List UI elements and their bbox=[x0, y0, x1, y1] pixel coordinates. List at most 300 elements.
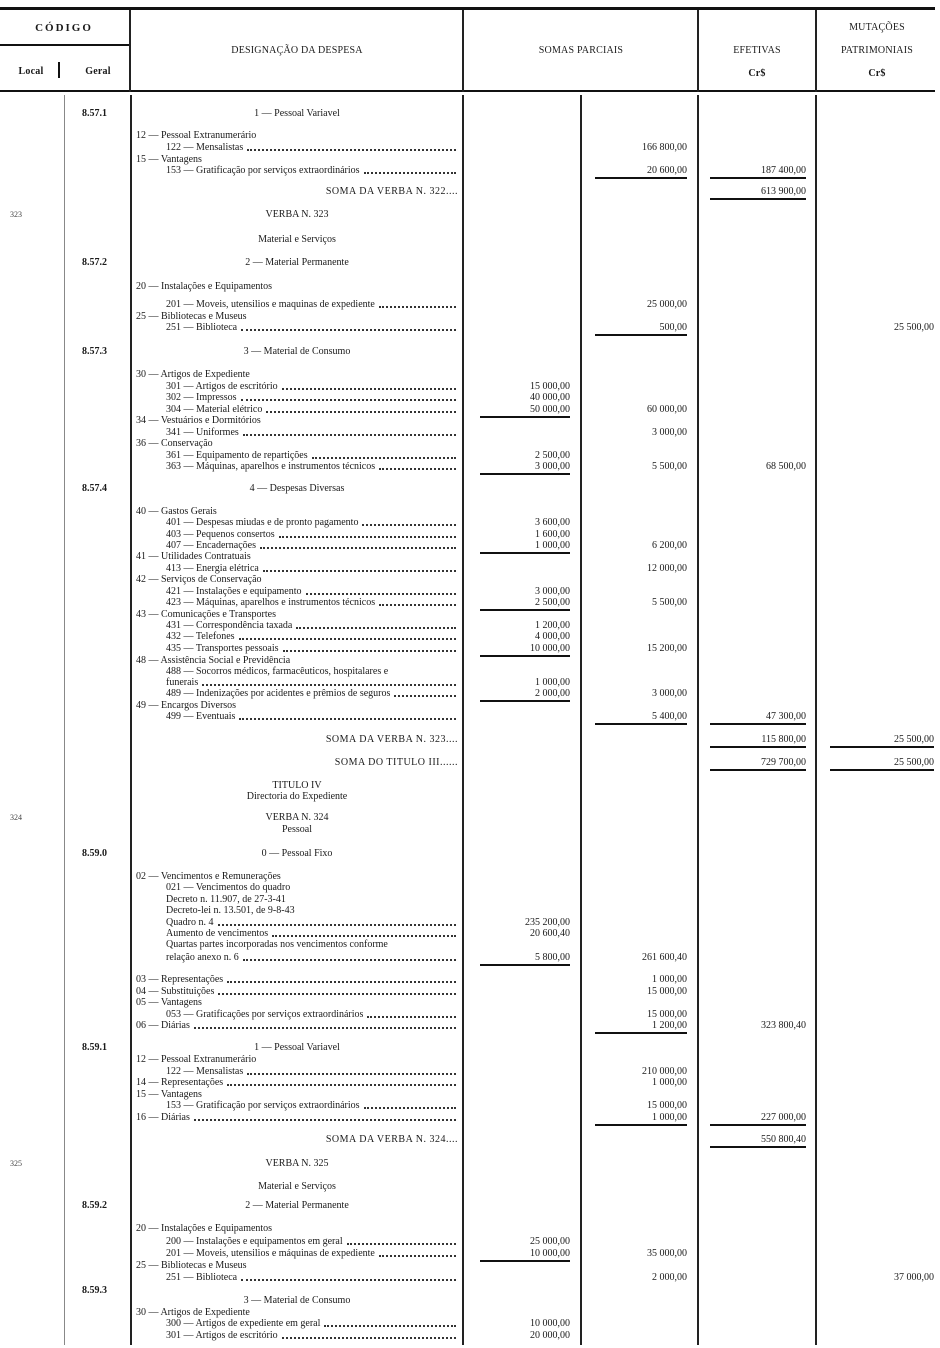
expense-label: 12 — Pessoal Extranumerário bbox=[136, 1054, 257, 1065]
expense-label: 12 — Pessoal Extranumerário bbox=[136, 130, 257, 141]
dot-leader bbox=[243, 952, 456, 961]
table-row bbox=[0, 1330, 940, 1342]
partial-sum-1: 40 000,00 bbox=[530, 392, 570, 403]
expense-label: 251 — Biblioteca bbox=[166, 322, 238, 333]
classification-code: 8.59.3 bbox=[82, 1285, 107, 1296]
table-row bbox=[0, 597, 940, 609]
table-row bbox=[0, 631, 940, 643]
expense-designation bbox=[136, 1200, 458, 1212]
dot-leader bbox=[266, 404, 456, 413]
partial-sum-2: 1 000,00 bbox=[595, 1112, 687, 1126]
expense-label: 3 — Material de Consumo bbox=[243, 1295, 351, 1306]
expense-designation bbox=[136, 905, 458, 917]
expense-label: 403 — Pequenos consertos bbox=[166, 529, 275, 540]
expense-label: 361 — Equipamento de repartições bbox=[166, 450, 308, 461]
partial-sum-2: 15 200,00 bbox=[647, 643, 687, 654]
expense-label: 122 — Mensalistas bbox=[166, 1066, 244, 1077]
expense-designation bbox=[136, 281, 458, 293]
column-rule-designacao bbox=[462, 10, 464, 92]
expense-designation bbox=[136, 791, 458, 803]
sum-row bbox=[0, 757, 940, 769]
somas-parciais-header: SOMAS PARCIAIS bbox=[538, 45, 624, 56]
partial-sum-1: 235 200,00 bbox=[525, 917, 570, 928]
dot-leader bbox=[282, 381, 456, 390]
section-heading-row bbox=[0, 257, 940, 269]
mutacoes-value: 37 000,00 bbox=[894, 1272, 934, 1283]
section-heading-row bbox=[0, 812, 940, 824]
section-heading-row bbox=[0, 1042, 940, 1054]
section-heading-row bbox=[0, 848, 940, 860]
expense-designation bbox=[136, 438, 458, 450]
expense-label: 301 — Artigos de escritório bbox=[166, 381, 278, 392]
classification-code: 8.57.3 bbox=[82, 346, 107, 357]
expense-label: Material e Serviços bbox=[258, 1181, 336, 1192]
expense-designation bbox=[136, 848, 458, 860]
mutacoes-value: 25 500,00 bbox=[894, 322, 934, 333]
partial-sum-1: 20 000,00 bbox=[530, 1330, 570, 1341]
expense-label: 363 — Máquinas, aparelhos e instrumentos técnicos bbox=[166, 461, 376, 472]
expense-label: TITULO IV bbox=[272, 780, 322, 791]
section-heading-row bbox=[0, 791, 940, 803]
expense-designation bbox=[136, 142, 458, 154]
expense-designation bbox=[136, 1100, 458, 1112]
expense-designation bbox=[136, 1112, 458, 1124]
section-heading-row bbox=[0, 1200, 940, 1212]
expense-label: 341 — Uniformes bbox=[166, 427, 239, 438]
expense-designation bbox=[136, 369, 458, 381]
partial-sum-2: 210 000,00 bbox=[642, 1066, 687, 1077]
partial-sum-2: 500,00 bbox=[595, 322, 687, 336]
expense-label: 200 — Instalações e equipamentos em geral bbox=[166, 1236, 343, 1247]
expense-designation bbox=[136, 997, 458, 1009]
header-bottom-rule bbox=[0, 90, 935, 92]
partial-sum-1: 15 000,00 bbox=[530, 381, 570, 392]
mutacoes-unit: Cr$ bbox=[868, 68, 886, 79]
expense-label: 201 — Moveis, utensilios e maquinas de expediente bbox=[166, 299, 375, 310]
expense-label: 20 — Instalações e Equipamentos bbox=[136, 1223, 273, 1234]
partial-sum-2: 5 500,00 bbox=[652, 461, 687, 472]
partial-sum-2: 5 400,00 bbox=[595, 711, 687, 725]
dot-leader bbox=[379, 461, 456, 470]
expense-designation bbox=[136, 1181, 458, 1193]
expense-label: 36 — Conservação bbox=[136, 438, 213, 449]
expense-label: Decreto-lei n. 13.501, de 9-8-43 bbox=[166, 905, 295, 916]
partial-sum-2: 1 000,00 bbox=[652, 1077, 687, 1088]
efetivas-value: 729 700,00 bbox=[710, 757, 806, 771]
top-rule bbox=[0, 7, 935, 10]
table-row bbox=[0, 882, 940, 894]
expense-label: 02 — Vencimentos e Remunerações bbox=[136, 871, 281, 882]
table-row bbox=[0, 1223, 940, 1235]
expense-designation bbox=[136, 415, 458, 427]
table-row bbox=[0, 1318, 940, 1330]
expense-designation bbox=[136, 1330, 458, 1342]
expense-label: 15 — Vantagens bbox=[136, 1089, 202, 1100]
efetivas-value: 613 900,00 bbox=[710, 186, 806, 200]
expense-label: Directoria do Expediente bbox=[246, 791, 348, 802]
table-row bbox=[0, 643, 940, 655]
table-row bbox=[0, 322, 940, 334]
mutacoes-value: 25 500,00 bbox=[830, 734, 934, 748]
expense-label: 201 — Moveis, utensilios e máquinas de expediente bbox=[166, 1248, 375, 1259]
dot-leader bbox=[247, 1066, 456, 1075]
dot-leader bbox=[282, 1330, 456, 1339]
partial-sum-1: 10 000,00 bbox=[480, 643, 570, 657]
dot-leader bbox=[227, 1077, 456, 1086]
dot-leader bbox=[239, 631, 456, 640]
table-row bbox=[0, 369, 940, 381]
expense-label: 413 — Energia elétrica bbox=[166, 563, 259, 574]
partial-sum-1: 2 000,00 bbox=[480, 688, 570, 702]
section-heading-row bbox=[0, 1285, 940, 1307]
partial-sum-2: 15 000,00 bbox=[647, 986, 687, 997]
dot-leader bbox=[347, 1236, 456, 1245]
section-heading-row bbox=[0, 483, 940, 495]
dot-leader bbox=[241, 1272, 456, 1281]
expense-label: 40 — Gastos Gerais bbox=[136, 506, 217, 517]
partial-sum-1: 2 500,00 bbox=[535, 450, 570, 461]
efetivas-value: 68 500,00 bbox=[766, 461, 806, 472]
dot-leader bbox=[279, 529, 456, 538]
expense-label: 05 — Vantagens bbox=[136, 997, 202, 1008]
partial-sum-1: 4 000,00 bbox=[535, 631, 570, 642]
expense-label: 304 — Material elétrico bbox=[166, 404, 263, 415]
local-header: Local bbox=[18, 66, 44, 77]
dot-leader bbox=[379, 1248, 456, 1257]
table-row bbox=[0, 461, 940, 473]
expense-label: Aumento de vencimentos bbox=[166, 928, 269, 939]
expense-label: 15 — Vantagens bbox=[136, 154, 202, 165]
codigo-header: CÓDIGO bbox=[35, 22, 93, 34]
partial-sum-2: 35 000,00 bbox=[647, 1248, 687, 1259]
mutacoes-header-1: MUTAÇÕES bbox=[849, 22, 905, 33]
partial-sum-2: 261 600,40 bbox=[642, 952, 687, 963]
expense-label: 25 — Bibliotecas e Museus bbox=[136, 1260, 247, 1271]
expense-label: 2 — Material Permanente bbox=[245, 1200, 349, 1211]
expense-label: 432 — Telefones bbox=[166, 631, 235, 642]
expense-designation bbox=[136, 186, 458, 198]
expense-label: 499 — Eventuais bbox=[166, 711, 236, 722]
dot-leader bbox=[227, 974, 456, 983]
expense-designation bbox=[136, 461, 458, 473]
expense-label: 300 — Artigos de expediente em geral bbox=[166, 1318, 321, 1329]
table-row bbox=[0, 1272, 940, 1284]
efetivas-value: 47 300,00 bbox=[710, 711, 806, 725]
dot-leader bbox=[218, 986, 456, 995]
dot-leader bbox=[272, 928, 456, 937]
table-row bbox=[0, 905, 940, 917]
expense-designation bbox=[136, 643, 458, 655]
expense-label: Material e Serviços bbox=[258, 234, 336, 245]
expense-label: 488 — Socorros médicos, farmacêuticos, hospitalares e bbox=[166, 666, 389, 677]
expense-label: 25 — Bibliotecas e Museus bbox=[136, 311, 247, 322]
expense-designation bbox=[136, 824, 458, 836]
dot-leader bbox=[312, 450, 456, 459]
expense-label: 0 — Pessoal Fixo bbox=[261, 848, 333, 859]
expense-designation bbox=[136, 392, 458, 404]
partial-sum-2: 6 200,00 bbox=[652, 540, 687, 551]
section-heading-row bbox=[0, 1181, 940, 1193]
dot-leader bbox=[306, 586, 456, 595]
expense-designation bbox=[136, 1042, 458, 1054]
table-row bbox=[0, 974, 940, 986]
expense-label: 401 — Despesas miudas e de pronto pagamento bbox=[166, 517, 359, 528]
table-row bbox=[0, 688, 940, 700]
expense-label: 14 — Representações bbox=[136, 1077, 224, 1088]
expense-designation bbox=[136, 346, 458, 358]
expense-designation bbox=[136, 257, 458, 269]
partial-sum-1: 3 000,00 bbox=[480, 461, 570, 475]
efetivas-value: 550 800,40 bbox=[710, 1134, 806, 1148]
dot-leader bbox=[283, 643, 456, 652]
section-heading-row bbox=[0, 108, 940, 120]
dot-leader bbox=[367, 1009, 456, 1018]
expense-label: 20 — Instalações e Equipamentos bbox=[136, 281, 273, 292]
table-row bbox=[0, 1112, 940, 1124]
expense-label: 489 — Indenizações por acidentes e prêmios de seguros bbox=[166, 688, 391, 699]
partial-sum-2: 5 500,00 bbox=[652, 597, 687, 608]
dot-leader bbox=[194, 1020, 456, 1029]
efetivas-value: 187 400,00 bbox=[710, 165, 806, 179]
codigo-rule bbox=[0, 44, 130, 46]
expense-label: 053 — Gratificações por serviços extraordinários bbox=[166, 1009, 364, 1020]
expense-label: Pessoal bbox=[282, 824, 312, 835]
expense-label: 435 — Transportes pessoais bbox=[166, 643, 279, 654]
sum-row bbox=[0, 734, 940, 746]
table-row bbox=[0, 1020, 940, 1032]
expense-label: 423 — Máquinas, aparelhos e instrumentos técnicos bbox=[166, 597, 376, 608]
expense-designation bbox=[136, 711, 458, 723]
expense-label: Decreto n. 11.907, de 27-3-41 bbox=[166, 894, 286, 905]
dot-leader bbox=[394, 688, 456, 697]
table-row bbox=[0, 299, 940, 311]
expense-label: 3 — Material de Consumo bbox=[243, 346, 351, 357]
expense-label: 48 — Assistência Social e Previdência bbox=[136, 655, 291, 666]
table-row bbox=[0, 142, 940, 154]
partial-sum-1: 25 000,00 bbox=[530, 1236, 570, 1247]
table-row bbox=[0, 392, 940, 404]
efetivas-value: 115 800,00 bbox=[710, 734, 806, 748]
table-row bbox=[0, 1077, 940, 1089]
partial-sum-2: 3 000,00 bbox=[652, 688, 687, 699]
efetivas-value: 323 800,40 bbox=[761, 1020, 806, 1031]
mutacoes-header-2: PATRIMONIAIS bbox=[840, 45, 914, 56]
expense-designation bbox=[136, 574, 458, 586]
dot-leader bbox=[218, 917, 457, 926]
geral-header: Geral bbox=[85, 66, 111, 77]
partial-sum-2: 2 000,00 bbox=[652, 1272, 687, 1283]
expense-designation bbox=[136, 1223, 458, 1235]
dot-leader bbox=[379, 299, 456, 308]
expense-designation bbox=[136, 1248, 458, 1260]
expense-label: Quartas partes incorporadas nos vencimentos conforme bbox=[166, 939, 388, 950]
expense-label: SOMA DA VERBA N. 324.... bbox=[325, 1134, 458, 1145]
expense-label: SOMA DA VERBA N. 323.... bbox=[325, 734, 458, 745]
expense-label: VERBA N. 325 bbox=[265, 1158, 329, 1169]
table-row bbox=[0, 281, 940, 293]
designacao-header: DESIGNAÇÃO DA DESPESA bbox=[231, 45, 363, 56]
expense-designation bbox=[136, 234, 458, 246]
column-rule-efetivas bbox=[815, 10, 817, 92]
expense-designation bbox=[136, 939, 458, 951]
local-code: 324 bbox=[10, 813, 22, 822]
expense-designation bbox=[136, 1020, 458, 1032]
dot-leader bbox=[241, 392, 456, 401]
dot-leader bbox=[260, 540, 456, 549]
dot-leader bbox=[364, 165, 456, 174]
expense-designation bbox=[136, 812, 458, 824]
partial-sum-1: 1 200,00 bbox=[535, 620, 570, 631]
expense-label: 431 — Correspondência taxada bbox=[166, 620, 293, 631]
partial-sum-2: 60 000,00 bbox=[647, 404, 687, 415]
table-row bbox=[0, 711, 940, 723]
section-heading-row bbox=[0, 346, 940, 358]
expense-label: 2 — Material Permanente bbox=[245, 257, 349, 268]
table-row bbox=[0, 517, 940, 529]
expense-designation bbox=[136, 952, 458, 964]
section-heading-row bbox=[0, 209, 940, 221]
dot-leader bbox=[324, 1318, 456, 1327]
expense-designation bbox=[136, 517, 458, 529]
expense-designation bbox=[136, 322, 458, 334]
expense-label: 03 — Representações bbox=[136, 974, 224, 985]
expense-designation bbox=[136, 1134, 458, 1146]
efetivas-header: EFETIVAS bbox=[733, 45, 781, 56]
partial-sum-1: 1 600,00 bbox=[535, 529, 570, 540]
expense-label: funerais bbox=[166, 677, 199, 688]
partial-sum-1: 5 800,00 bbox=[480, 952, 570, 966]
classification-code: 8.59.0 bbox=[82, 848, 107, 859]
partial-sum-1: 2 500,00 bbox=[480, 597, 570, 611]
expense-designation bbox=[136, 974, 458, 986]
expense-designation bbox=[136, 757, 458, 769]
expense-label: SOMA DA VERBA N. 322.... bbox=[325, 186, 458, 197]
dot-leader bbox=[243, 427, 456, 436]
expense-designation bbox=[136, 1318, 458, 1330]
expense-designation bbox=[136, 1295, 458, 1307]
partial-sum-2: 3 000,00 bbox=[652, 427, 687, 438]
table-row bbox=[0, 1260, 940, 1272]
table-row bbox=[0, 1248, 940, 1260]
expense-label: 41 — Utilidades Contratuais bbox=[136, 551, 251, 562]
partial-sum-1: 50 000,00 bbox=[480, 404, 570, 418]
dot-leader bbox=[296, 620, 456, 629]
expense-designation bbox=[136, 1158, 458, 1170]
table-row bbox=[0, 130, 940, 142]
dot-leader bbox=[247, 142, 456, 151]
sum-row bbox=[0, 186, 940, 198]
expense-label: 122 — Mensalistas bbox=[166, 142, 244, 153]
local-code: 323 bbox=[10, 210, 22, 219]
table-row bbox=[0, 939, 940, 951]
section-heading-row bbox=[0, 1158, 940, 1170]
expense-label: 153 — Gratificação por serviços extraordinários bbox=[166, 1100, 360, 1111]
expense-designation bbox=[136, 688, 458, 700]
partial-sum-2: 25 000,00 bbox=[647, 299, 687, 310]
table-row bbox=[0, 1100, 940, 1112]
expense-label: VERBA N. 324 bbox=[265, 812, 329, 823]
partial-sum-2: 15 000,00 bbox=[647, 1009, 687, 1020]
expense-label: 34 — Vestuários e Dormitórios bbox=[136, 415, 261, 426]
expense-label: relação anexo n. 6 bbox=[166, 952, 239, 963]
partial-sum-1: 3 000,00 bbox=[535, 586, 570, 597]
partial-sum-2: 15 000,00 bbox=[647, 1100, 687, 1111]
expense-designation bbox=[136, 1054, 458, 1066]
expense-label: 407 — Encadernações bbox=[166, 540, 256, 551]
table-row bbox=[0, 574, 940, 586]
table-row bbox=[0, 997, 940, 1009]
expense-label: 421 — Instalações e equipamento bbox=[166, 586, 302, 597]
expense-label: 1 — Pessoal Variavel bbox=[254, 1042, 340, 1053]
dot-leader bbox=[194, 1112, 456, 1121]
partial-sum-2: 1 000,00 bbox=[652, 974, 687, 985]
expense-label: 251 — Biblioteca bbox=[166, 1272, 238, 1283]
partial-sum-2: 1 200,00 bbox=[595, 1020, 687, 1034]
table-row bbox=[0, 551, 940, 563]
expense-designation bbox=[136, 597, 458, 609]
expense-designation bbox=[136, 130, 458, 142]
expense-designation bbox=[136, 165, 458, 177]
expense-label: 301 — Artigos de escritório bbox=[166, 1330, 278, 1341]
classification-code: 8.57.1 bbox=[82, 108, 107, 119]
expense-designation bbox=[136, 299, 458, 311]
mutacoes-value: 25 500,00 bbox=[830, 757, 934, 771]
partial-sum-2: 166 800,00 bbox=[642, 142, 687, 153]
expense-label: 06 — Diárias bbox=[136, 1020, 190, 1031]
expense-designation bbox=[136, 734, 458, 746]
table-row bbox=[0, 1054, 940, 1066]
partial-sum-2: 20 600,00 bbox=[595, 165, 687, 179]
partial-sum-2: 12 000,00 bbox=[647, 563, 687, 574]
expense-label: Quadro n. 4 bbox=[166, 917, 214, 928]
expense-label: SOMA DO TITULO III...... bbox=[334, 757, 458, 768]
dot-leader bbox=[239, 711, 456, 720]
expense-designation bbox=[136, 1236, 458, 1248]
expense-designation bbox=[136, 108, 458, 120]
partial-sum-1: 20 600,40 bbox=[530, 928, 570, 939]
dot-leader bbox=[202, 677, 456, 686]
column-rule-somas bbox=[697, 10, 699, 92]
dot-leader bbox=[263, 563, 456, 572]
table-row bbox=[0, 165, 940, 177]
expense-designation bbox=[136, 483, 458, 495]
expense-label: 153 — Gratificação por serviços extraordinários bbox=[166, 165, 360, 176]
expense-label: VERBA N. 323 bbox=[265, 209, 329, 220]
expense-label: 4 — Despesas Diversas bbox=[249, 483, 345, 494]
dot-leader bbox=[362, 517, 456, 526]
classification-code: 8.59.1 bbox=[82, 1042, 107, 1053]
efetivas-value: 227 000,00 bbox=[710, 1112, 806, 1126]
classification-code: 8.57.4 bbox=[82, 483, 107, 494]
expense-designation bbox=[136, 1272, 458, 1284]
table-row bbox=[0, 1236, 940, 1248]
column-rule-codigo bbox=[129, 10, 131, 92]
partial-sum-1: 3 600,00 bbox=[535, 517, 570, 528]
expense-label: 04 — Substituições bbox=[136, 986, 215, 997]
table-row bbox=[0, 415, 940, 427]
dot-leader bbox=[364, 1100, 456, 1109]
expense-designation bbox=[136, 882, 458, 894]
expense-label: 1 — Pessoal Variavel bbox=[254, 108, 340, 119]
sum-row bbox=[0, 1134, 940, 1146]
table-row bbox=[0, 952, 940, 964]
section-heading-row bbox=[0, 234, 940, 246]
table-row bbox=[0, 438, 940, 450]
expense-label: 30 — Artigos de Expediente bbox=[136, 369, 250, 380]
expense-label: 49 — Encargos Diversos bbox=[136, 700, 237, 711]
classification-code: 8.59.2 bbox=[82, 1200, 107, 1211]
local-code: 325 bbox=[10, 1159, 22, 1168]
